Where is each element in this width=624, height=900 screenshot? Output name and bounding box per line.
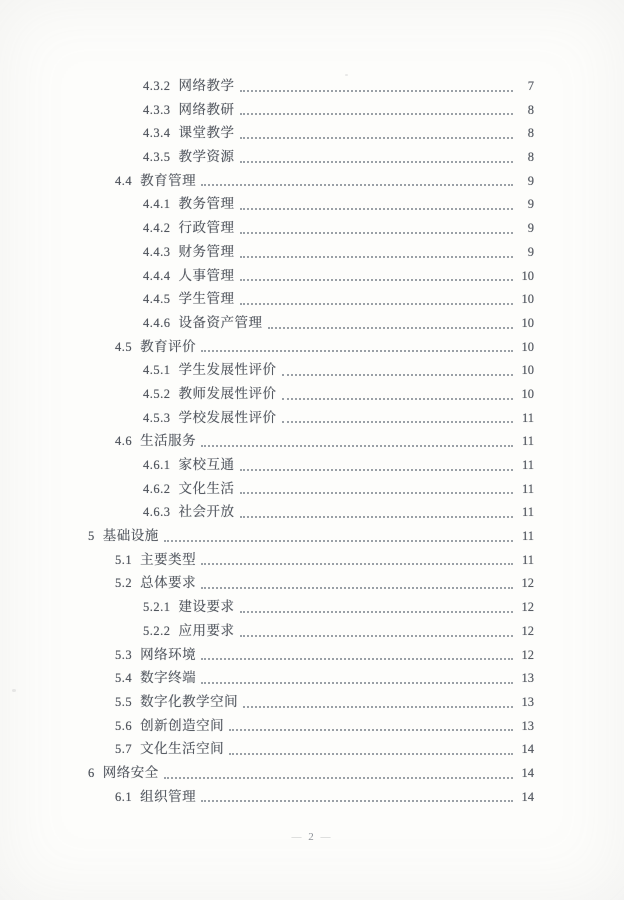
toc-entry-page-number: 9: [527, 221, 534, 236]
dot-leader: [201, 335, 513, 353]
toc-entry-page-number: 12: [521, 647, 534, 662]
toc-entry-title: 学生管理: [178, 291, 235, 307]
toc-entry-number: 4.6: [115, 434, 133, 449]
toc-entry-title: 设备资产管理: [178, 314, 263, 330]
toc-entry-title: 教师发展性评价: [178, 385, 277, 401]
toc-entry-page-number: 8: [527, 126, 534, 141]
toc-entry-number: 4.5.1: [143, 363, 171, 378]
toc-entry-number: 4.5.2: [143, 386, 171, 401]
dot-leader: [201, 548, 513, 566]
scan-speckle: [12, 689, 16, 692]
toc-entry-page-number: 11: [521, 481, 534, 496]
toc-entry: [88, 74, 534, 98]
toc-entry-number: 5.4: [115, 671, 133, 686]
dot-leader: [229, 714, 513, 732]
toc-entry-number: 4.6.2: [143, 481, 171, 496]
toc-entry-title: 教育评价: [140, 338, 197, 354]
dot-leader: [268, 311, 514, 329]
dot-leader: [240, 121, 514, 139]
dot-leader: [201, 643, 513, 661]
toc-entry-number: 4.4.3: [143, 244, 171, 259]
toc-entry-title: 网络教学: [178, 78, 235, 93]
toc-entry-title: 社会开放: [178, 504, 235, 520]
toc-entry-title: 行政管理: [178, 220, 235, 236]
toc-entry-number: 4.5: [115, 339, 133, 354]
toc-entry-page-number: 9: [527, 244, 534, 259]
dot-leader: [201, 169, 513, 187]
toc-entry-title: 创新创造空间: [140, 717, 225, 733]
toc-entry-page-number: 11: [521, 434, 534, 449]
toc-entry-number: 4.4: [115, 173, 133, 188]
toc-entry-title: 总体要求: [140, 575, 197, 591]
toc-entry: [88, 571, 534, 595]
toc-entry-number: 6: [88, 765, 95, 780]
toc-entry-title: 教务管理: [178, 196, 235, 212]
toc-entry-page-number: 11: [521, 410, 534, 425]
dot-leader: [229, 737, 513, 755]
dot-leader: [282, 382, 514, 400]
dot-leader: [164, 761, 513, 779]
toc-entry: [88, 145, 534, 169]
toc-entry: [88, 264, 534, 288]
toc-entry: [88, 406, 534, 430]
toc-entry-page-number: 13: [521, 694, 534, 709]
toc-entry-page-number: 11: [521, 458, 534, 472]
toc-entry-title: 数字化教学空间: [140, 693, 239, 709]
toc-entry-title: 网络安全: [102, 764, 159, 780]
dot-leader: [240, 98, 514, 116]
dot-leader: [282, 358, 514, 376]
dot-leader: [201, 571, 513, 589]
toc-entry-number: 5.6: [115, 718, 133, 733]
toc-entry-page-number: 10: [521, 363, 534, 378]
toc-entry: [88, 785, 534, 809]
toc-entry-page-number: 12: [521, 576, 534, 591]
toc-entry-title: 学校发展性评价: [178, 409, 277, 425]
toc-entry-title: 网络教研: [178, 101, 235, 117]
toc-entry-title: 教育管理: [140, 172, 197, 188]
dot-leader: [201, 429, 513, 447]
toc-entry-title: 教学资源: [178, 149, 235, 165]
toc-entry-number: 4.3.2: [143, 79, 171, 93]
toc-entry-number: 4.4.5: [143, 292, 171, 307]
toc-entry: [88, 714, 534, 738]
dot-leader: [240, 619, 514, 637]
toc-entry-number: 6.1: [115, 789, 133, 804]
toc-entry-number: 5.2: [115, 576, 133, 591]
toc-entry: [88, 335, 534, 359]
toc-entry: [88, 358, 534, 382]
toc-entry-number: 4.4.1: [143, 197, 171, 212]
toc-entry-title: 应用要求: [178, 622, 235, 638]
toc-entry-number: 4.6.1: [143, 458, 171, 472]
toc-entry: [88, 500, 534, 524]
toc-entry: [88, 98, 534, 122]
toc-entry: [88, 121, 534, 145]
toc-entry-number: 4.4.2: [143, 221, 171, 236]
toc-entry-number: 5.2.1: [143, 600, 171, 615]
dot-leader: [240, 595, 514, 613]
toc-entry-number: 4.3.3: [143, 102, 171, 117]
toc-entry-page-number: 10: [521, 292, 534, 307]
toc-entry: [88, 643, 534, 667]
toc-entry-title: 财务管理: [178, 243, 235, 259]
toc-entry: [88, 216, 534, 240]
toc-entry: [88, 666, 534, 690]
toc-entry-number: 5.1: [115, 552, 133, 567]
dot-leader: [201, 785, 513, 803]
toc-entry-title: 人事管理: [178, 267, 235, 283]
dot-leader: [240, 500, 514, 518]
dot-leader: [240, 264, 514, 282]
toc-entry-title: 数字终端: [140, 670, 197, 686]
toc-entry: [88, 192, 534, 216]
dot-leader: [240, 453, 514, 471]
toc-entry-page-number: 8: [527, 102, 534, 117]
dot-leader: [240, 477, 514, 495]
toc-entry-number: 4.6.3: [143, 505, 171, 520]
toc-entry-page-number: 9: [527, 173, 534, 188]
dot-leader: [240, 192, 514, 210]
toc-entry: [88, 737, 534, 761]
dot-leader: [240, 145, 514, 163]
dot-leader: [240, 240, 514, 258]
toc-entry-number: 5.7: [115, 742, 133, 757]
toc-entry-page-number: 10: [521, 315, 534, 330]
toc-entry-page-number: 9: [527, 197, 534, 212]
toc-entry-title: 网络环境: [140, 646, 197, 662]
dot-leader: [164, 524, 513, 542]
toc-entry-page-number: 8: [527, 150, 534, 165]
toc-entry-page-number: 10: [521, 268, 534, 283]
toc-entry-number: 4.5.3: [143, 410, 171, 425]
toc-entry-page-number: 12: [521, 600, 534, 615]
toc-entry-title: 建设要求: [178, 599, 235, 615]
toc-entry-number: 5.3: [115, 647, 133, 662]
toc-entry-title: 文化生活: [178, 480, 235, 496]
toc-entry-number: 4.4.6: [143, 315, 171, 330]
toc-entry: [88, 524, 534, 548]
dot-leader: [201, 666, 513, 684]
toc-entry: [88, 382, 534, 406]
footer-left-dash: —: [291, 832, 304, 843]
toc-entry-title: 主要类型: [140, 551, 197, 567]
toc-entry-title: 文化生活空间: [140, 741, 225, 757]
toc-entry: [88, 690, 534, 714]
toc-entry-page-number: 14: [521, 742, 534, 757]
toc-entry-page-number: 7: [527, 79, 534, 93]
dot-leader: [240, 216, 514, 234]
toc-entry-page-number: 13: [521, 671, 534, 686]
toc-entry: [88, 453, 534, 477]
toc-entry: [88, 311, 534, 335]
toc-entry-title: 生活服务: [140, 433, 197, 449]
toc-entry: [88, 595, 534, 619]
toc-entry-title: 基础设施: [102, 528, 159, 544]
toc-entry: [88, 169, 534, 193]
toc-entry: [88, 287, 534, 311]
toc-entry-page-number: 14: [521, 789, 534, 804]
toc-list: [88, 74, 534, 808]
toc-entry-number: 4.4.4: [143, 268, 171, 283]
toc-entry-page-number: 11: [521, 552, 534, 567]
toc-entry-page-number: 11: [521, 505, 534, 520]
dot-leader: [240, 74, 514, 92]
toc-entry: [88, 240, 534, 264]
toc-entry-title: 课堂教学: [178, 125, 235, 141]
toc-entry: [88, 761, 534, 785]
toc-entry-page-number: 14: [521, 765, 534, 780]
toc-entry-title: 家校互通: [178, 457, 235, 472]
dot-leader: [243, 690, 513, 708]
toc-entry-number: 5: [88, 529, 95, 544]
dot-leader: [282, 406, 514, 424]
toc-entry-page-number: 13: [521, 718, 534, 733]
toc-entry-number: 4.3.4: [143, 126, 171, 141]
toc-entry-page-number: 11: [521, 529, 534, 544]
toc-entry-number: 4.3.5: [143, 150, 171, 165]
footer-page-number: 2: [308, 831, 316, 843]
toc-entry-title: 学生发展性评价: [178, 362, 277, 378]
page-footer: [0, 831, 624, 843]
footer-right-dash: —: [320, 832, 333, 843]
toc-entry-page-number: 10: [521, 386, 534, 401]
dot-leader: [240, 287, 514, 305]
toc-entry-number: 5.2.2: [143, 623, 171, 638]
toc-entry-number: 5.5: [115, 694, 133, 709]
toc-entry-page-number: 10: [521, 339, 534, 354]
toc-entry: [88, 619, 534, 643]
toc-entry: [88, 548, 534, 572]
toc-entry: [88, 429, 534, 453]
toc-entry-page-number: 12: [521, 623, 534, 638]
toc-entry-title: 组织管理: [140, 788, 197, 804]
toc-entry: [88, 477, 534, 501]
